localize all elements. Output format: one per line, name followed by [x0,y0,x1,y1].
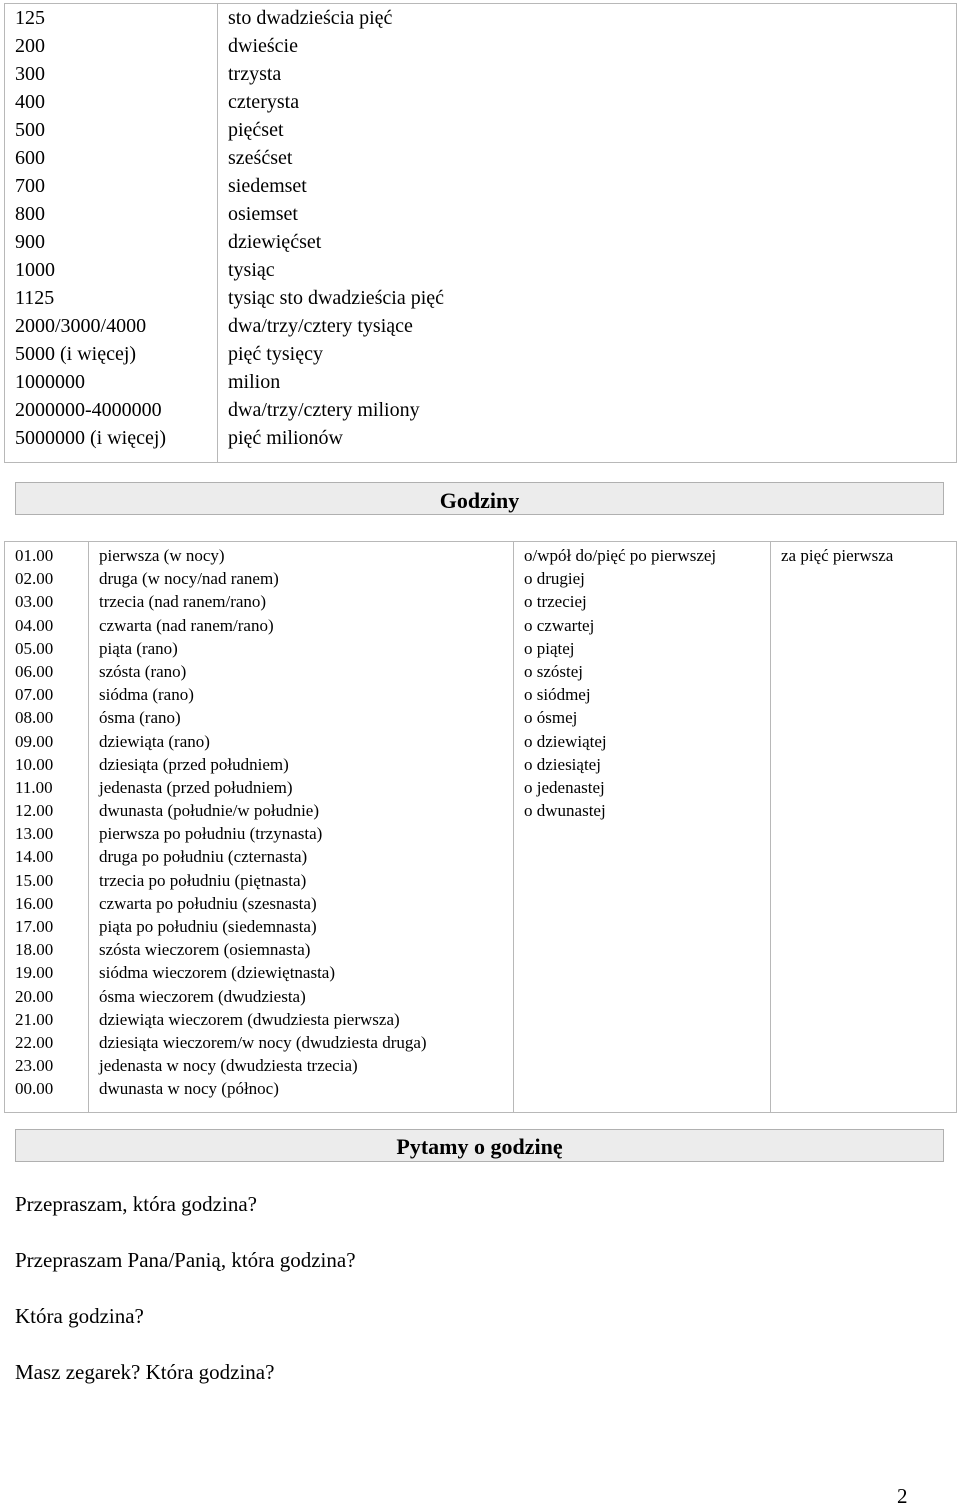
hour-row [5,753,957,776]
hour-at-form: o siódmej [514,683,771,706]
hour-at-form: o drugiej [514,567,771,590]
hour-extra-form [771,637,957,660]
hour-name: szósta (rano) [89,660,514,683]
hour-time: 15.00 [5,869,89,892]
hour-time: 01.00 [5,542,89,568]
hour-name: siódma (rano) [89,683,514,706]
hour-time: 13.00 [5,822,89,845]
hour-extra-form [771,1054,957,1077]
number-row [5,340,957,368]
number-row [5,116,957,144]
number-words: dwa/trzy/cztery tysiące [218,312,957,340]
hour-name: czwarta po południu (szesnasta) [89,892,514,915]
hour-row [5,961,957,984]
hour-name: pierwsza (w nocy) [89,542,514,568]
hour-at-form: o trzeciej [514,590,771,613]
number-words: sześćset [218,144,957,172]
hour-name: trzecia po południu (piętnasta) [89,869,514,892]
hour-row [5,706,957,729]
hour-at-form [514,1031,771,1054]
hour-name: druga (w nocy/nad ranem) [89,567,514,590]
hour-at-form: o piątej [514,637,771,660]
number-row [5,256,957,284]
hour-time: 17.00 [5,915,89,938]
hour-extra-form [771,915,957,938]
hour-at-form [514,938,771,961]
hour-at-form [514,1077,771,1113]
number-row [5,60,957,88]
hour-name: dwunasta (południe/w południe) [89,799,514,822]
number-digits: 500 [5,116,218,144]
numbers-table [4,3,957,463]
number-words: dwieście [218,32,957,60]
hour-row [5,915,957,938]
hour-extra-form [771,1008,957,1031]
hour-row [5,1031,957,1054]
hour-at-form: o dziesiątej [514,753,771,776]
hour-row [5,660,957,683]
hour-extra-form [771,961,957,984]
number-digits: 700 [5,172,218,200]
number-words: trzysta [218,60,957,88]
hour-row [5,590,957,613]
number-digits: 2000/3000/4000 [5,312,218,340]
hour-name: szósta wieczorem (osiemnasta) [89,938,514,961]
hour-at-form [514,822,771,845]
hour-name: jedenasta w nocy (dwudziesta trzecia) [89,1054,514,1077]
hour-row [5,822,957,845]
hour-time: 05.00 [5,637,89,660]
section-title-pytamy-o-godzine: Pytamy o godzinę [15,1129,944,1162]
hour-at-form [514,961,771,984]
hour-name: ósma wieczorem (dwudziesta) [89,985,514,1008]
hour-time: 03.00 [5,590,89,613]
hour-name: ósma (rano) [89,706,514,729]
hour-at-form: o ósmej [514,706,771,729]
hour-time: 20.00 [5,985,89,1008]
number-digits: 125 [5,4,218,33]
hour-name: siódma wieczorem (dziewiętnasta) [89,961,514,984]
numbers-table-body [5,4,957,463]
number-words: tysiąc [218,256,957,284]
hour-name: dwunasta w nocy (północ) [89,1077,514,1113]
phrase-text: Przepraszam Pana/Panią, która godzina? [15,1248,356,1272]
number-words: czterysta [218,88,957,116]
number-digits: 1125 [5,284,218,312]
hour-row [5,637,957,660]
hour-row [5,776,957,799]
number-digits: 300 [5,60,218,88]
hours-table [4,541,957,1113]
number-row [5,312,957,340]
hour-at-form: o/wpół do/pięć po pierwszej [514,542,771,568]
hour-row [5,845,957,868]
hour-time: 19.00 [5,961,89,984]
hour-name: piąta po południu (siedemnasta) [89,915,514,938]
hour-row [5,614,957,637]
phrase-text: Masz zegarek? Która godzina? [15,1360,275,1384]
hour-extra-form [771,1077,957,1113]
hour-row [5,1008,957,1031]
hour-row [5,567,957,590]
hour-row [5,869,957,892]
hour-row [5,985,957,1008]
hour-extra-form [771,845,957,868]
hour-at-form [514,845,771,868]
hour-at-form [514,985,771,1008]
number-row [5,396,957,424]
number-digits: 5000 (i więcej) [5,340,218,368]
number-row [5,368,957,396]
hour-at-form: o czwartej [514,614,771,637]
number-digits: 1000000 [5,368,218,396]
number-row [5,200,957,228]
hour-name: czwarta (nad ranem/rano) [89,614,514,637]
hour-at-form [514,892,771,915]
number-words: osiemset [218,200,957,228]
hour-extra-form [771,822,957,845]
number-digits: 200 [5,32,218,60]
number-row [5,144,957,172]
hour-extra-form [771,567,957,590]
hour-extra-form [771,660,957,683]
number-digits: 1000 [5,256,218,284]
hour-row [5,1054,957,1077]
hour-time: 22.00 [5,1031,89,1054]
hour-at-form [514,915,771,938]
hour-name: dziewiąta wieczorem (dwudziesta pierwsza) [89,1008,514,1031]
hour-time: 11.00 [5,776,89,799]
hour-time: 14.00 [5,845,89,868]
hour-extra-form [771,892,957,915]
phrase-text: Przepraszam, która godzina? [15,1192,257,1216]
hour-name: jedenasta (przed południem) [89,776,514,799]
hour-time: 06.00 [5,660,89,683]
hour-name: pierwsza po południu (trzynasta) [89,822,514,845]
hour-at-form [514,869,771,892]
hour-time: 12.00 [5,799,89,822]
number-row [5,4,957,33]
hour-extra-form [771,869,957,892]
number-row [5,88,957,116]
hour-time: 10.00 [5,753,89,776]
hour-name: trzecia (nad ranem/rano) [89,590,514,613]
hour-row [5,542,957,568]
hour-name: druga po południu (czternasta) [89,845,514,868]
hour-row [5,683,957,706]
hour-name: piąta (rano) [89,637,514,660]
hour-extra-form [771,938,957,961]
number-digits: 400 [5,88,218,116]
hour-extra-form [771,985,957,1008]
number-row [5,172,957,200]
hour-row [5,799,957,822]
hour-name: dziewiąta (rano) [89,730,514,753]
hour-row [5,730,957,753]
number-words: dziewięćset [218,228,957,256]
hour-extra-form [771,706,957,729]
hour-extra-form [771,683,957,706]
number-words: sto dwadzieścia pięć [218,4,957,33]
hour-name: dziesiąta wieczorem/w nocy (dwudziesta druga) [89,1031,514,1054]
number-words: pięćset [218,116,957,144]
hour-at-form: o szóstej [514,660,771,683]
hour-time: 23.00 [5,1054,89,1077]
hour-time: 00.00 [5,1077,89,1113]
hour-name: dziesiąta (przed południem) [89,753,514,776]
hour-at-form: o dwunastej [514,799,771,822]
number-words: pięć milionów [218,424,957,463]
number-row [5,32,957,60]
hour-extra-form [771,799,957,822]
number-words: tysiąc sto dwadzieścia pięć [218,284,957,312]
hour-time: 16.00 [5,892,89,915]
hour-time: 18.00 [5,938,89,961]
number-digits: 800 [5,200,218,228]
hour-row [5,1077,957,1113]
number-row [5,228,957,256]
hour-extra-form [771,614,957,637]
hour-time: 08.00 [5,706,89,729]
hour-time: 04.00 [5,614,89,637]
number-words: siedemset [218,172,957,200]
number-words: milion [218,368,957,396]
hour-time: 21.00 [5,1008,89,1031]
hour-row [5,938,957,961]
number-digits: 5000000 (i więcej) [5,424,218,463]
number-row [5,284,957,312]
phrase-text: Która godzina? [15,1304,144,1328]
number-words: pięć tysięcy [218,340,957,368]
hour-extra-form [771,730,957,753]
hour-at-form [514,1054,771,1077]
section-title-godziny: Godziny [15,482,944,515]
number-digits: 600 [5,144,218,172]
hour-at-form: o dziewiątej [514,730,771,753]
hour-time: 02.00 [5,567,89,590]
hour-time: 09.00 [5,730,89,753]
hour-extra-form [771,776,957,799]
hour-extra-form [771,590,957,613]
number-words: dwa/trzy/cztery miliony [218,396,957,424]
hour-extra-form [771,753,957,776]
hour-time: 07.00 [5,683,89,706]
hour-extra-form: za pięć pierwsza [771,542,957,568]
hour-extra-form [771,1031,957,1054]
hour-row [5,892,957,915]
number-digits: 900 [5,228,218,256]
number-row [5,424,957,463]
number-digits: 2000000-4000000 [5,396,218,424]
hour-at-form [514,1008,771,1031]
page-number: 2 [897,1484,908,1508]
hour-at-form: o jedenastej [514,776,771,799]
hours-table-body [5,542,957,1113]
